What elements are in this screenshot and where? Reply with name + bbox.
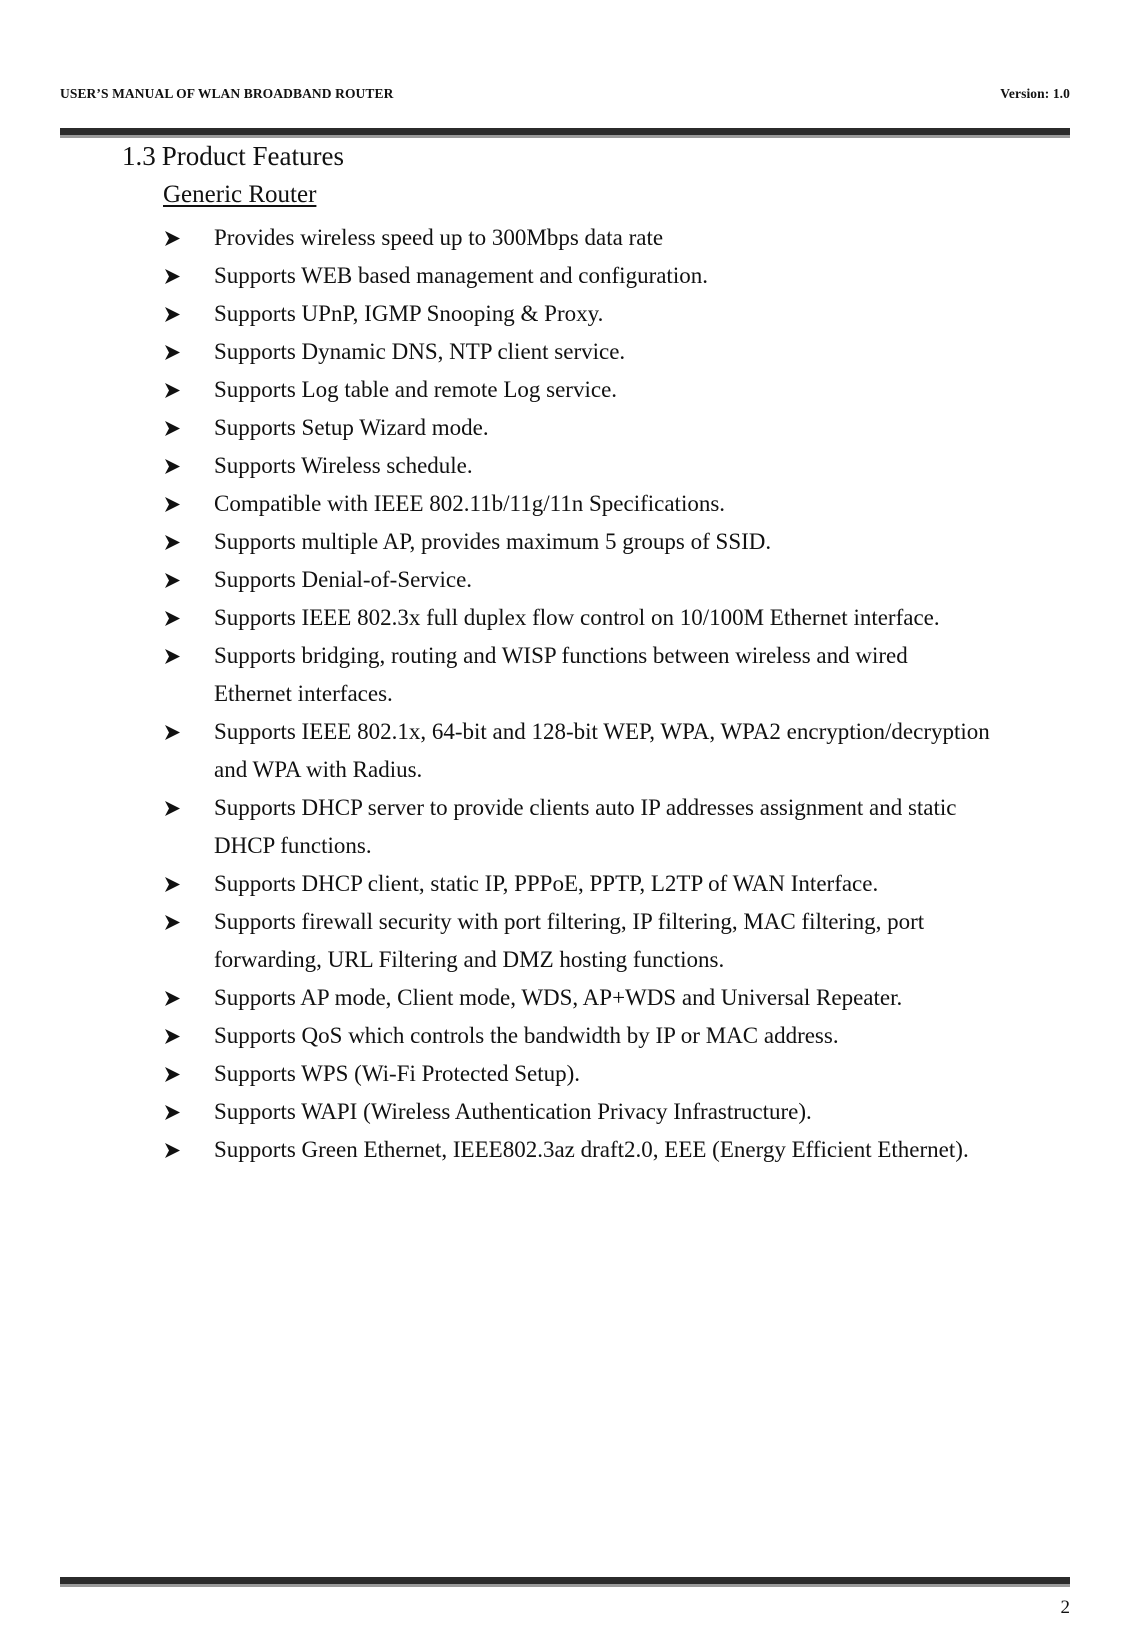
section-title: Product Features [161, 141, 344, 171]
feature-text: Supports AP mode, Client mode, WDS, AP+WDS and Universal Repeater. [214, 985, 903, 1010]
feature-text: Supports IEEE 802.1x, 64-bit and 128-bit WEP, WPA, WPA2 encryption/decryption and WPA with Radius. [214, 719, 990, 782]
feature-text: Supports bridging, routing and WISP functions between wireless and wired Ethernet interfaces. [214, 643, 908, 706]
feature-item [163, 865, 1073, 903]
arrowhead-bullet-icon [163, 333, 183, 371]
arrowhead-bullet-icon [163, 789, 183, 827]
feature-text: Provides wireless speed up to 300Mbps data rate [214, 225, 664, 250]
feature-text: Supports WPS (Wi-Fi Protected Setup). [214, 1061, 581, 1086]
feature-text: Supports Denial-of-Service. [214, 567, 473, 592]
feature-item [163, 561, 1073, 599]
feature-text: Supports Wireless schedule. [214, 453, 473, 478]
feature-item [163, 409, 1073, 447]
page-header [60, 86, 1070, 106]
section-heading [122, 141, 344, 172]
arrowhead-bullet-icon [163, 219, 183, 257]
arrowhead-bullet-icon [163, 865, 183, 903]
feature-item [163, 979, 1073, 1017]
arrowhead-bullet-icon [163, 979, 183, 1017]
arrowhead-bullet-icon [163, 713, 183, 751]
arrowhead-bullet-icon [163, 295, 183, 333]
feature-item [163, 371, 1073, 409]
feature-text: Supports QoS which controls the bandwidth by IP or MAC address. [214, 1023, 839, 1048]
feature-text: Supports IEEE 802.3x full duplex flow control on 10/100M Ethernet interface. [214, 605, 940, 630]
arrowhead-bullet-icon [163, 257, 183, 295]
feature-item [163, 1131, 1073, 1169]
footer-divider [60, 1577, 1070, 1587]
feature-text: Compatible with IEEE 802.11b/11g/11n Specifications. [214, 491, 726, 516]
feature-item [163, 485, 1073, 523]
feature-text: Supports Setup Wizard mode. [214, 415, 489, 440]
arrowhead-bullet-icon [163, 1017, 183, 1055]
feature-text: Supports Log table and remote Log service. [214, 377, 618, 402]
arrowhead-bullet-icon [163, 523, 183, 561]
page-number: 2 [1060, 1597, 1070, 1618]
feature-item [163, 637, 1073, 713]
arrowhead-bullet-icon [163, 1055, 183, 1093]
feature-item [163, 295, 1073, 333]
feature-item [163, 789, 1073, 865]
arrowhead-bullet-icon [163, 637, 183, 675]
feature-text: Supports UPnP, IGMP Snooping & Proxy. [214, 301, 604, 326]
feature-text: Supports DHCP server to provide clients auto IP addresses assignment and static DHCP functions. [214, 795, 957, 858]
section-number: 1.3 [122, 141, 156, 171]
feature-item [163, 1017, 1073, 1055]
arrowhead-bullet-icon [163, 447, 183, 485]
feature-item [163, 257, 1073, 295]
arrowhead-bullet-icon [163, 561, 183, 599]
feature-item [163, 219, 1073, 257]
arrowhead-bullet-icon [163, 409, 183, 447]
feature-text: Supports DHCP client, static IP, PPPoE, PPTP, L2TP of WAN Interface. [214, 871, 879, 896]
arrowhead-bullet-icon [163, 1093, 183, 1131]
feature-text: Supports firewall security with port filtering, IP filtering, MAC filtering, port forwarding, URL Filtering and DMZ hosting functions. [214, 909, 925, 972]
feature-list [163, 219, 1073, 1169]
arrowhead-bullet-icon [163, 903, 183, 941]
subsection-heading: Generic Router [163, 181, 317, 208]
feature-item [163, 447, 1073, 485]
header-divider [60, 128, 1070, 138]
arrowhead-bullet-icon [163, 485, 183, 523]
feature-text: Supports Dynamic DNS, NTP client service. [214, 339, 626, 364]
feature-item [163, 523, 1073, 561]
feature-text: Supports WAPI (Wireless Authentication Privacy Infrastructure). [214, 1099, 812, 1124]
feature-item [163, 903, 1073, 979]
arrowhead-bullet-icon [163, 1131, 183, 1169]
feature-item [163, 1055, 1073, 1093]
feature-item [163, 1093, 1073, 1131]
feature-item [163, 599, 1073, 637]
manual-title: USER’S MANUAL OF WLAN BROADBAND ROUTER [60, 86, 394, 101]
feature-text: Supports WEB based management and configuration. [214, 263, 708, 288]
feature-text: Supports Green Ethernet, IEEE802.3az draft2.0, EEE (Energy Efficient Ethernet). [214, 1137, 969, 1162]
feature-text: Supports multiple AP, provides maximum 5 groups of SSID. [214, 529, 772, 554]
arrowhead-bullet-icon [163, 371, 183, 409]
version-label: Version: 1.0 [1000, 86, 1070, 101]
feature-item [163, 713, 1073, 789]
feature-item [163, 333, 1073, 371]
arrowhead-bullet-icon [163, 599, 183, 637]
